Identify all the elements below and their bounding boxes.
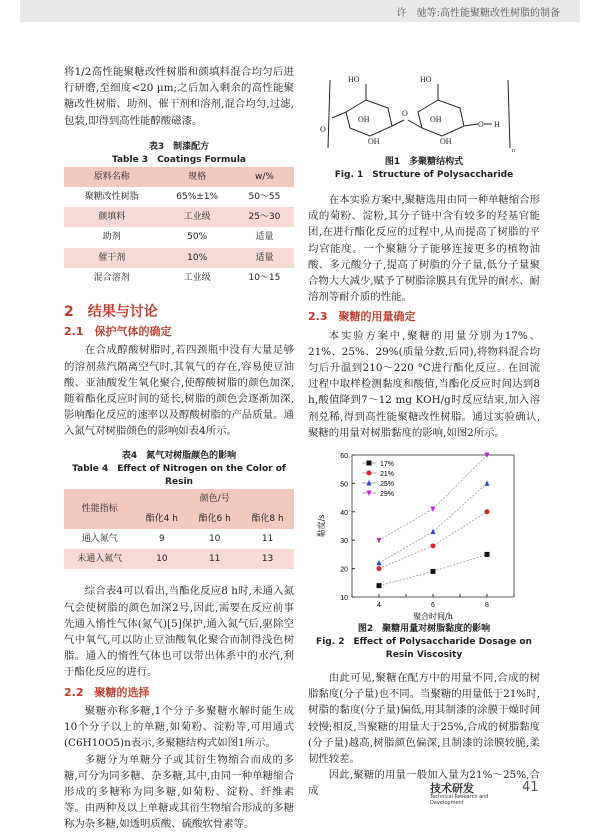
label-oh: OH (368, 137, 380, 146)
section-2-2-paragraph-b: 多糖分为单糖分子或其衍生物缩合而成的多糖,可分为同多糖、杂多糖,其中,由同一种单糖缩合形成的多糖称为同多糖,如菊粉、淀粉、纤维素等。由两种及以上单糖或其衍生物缩合形成的多糖称为杂多糖,如透明质酸、硫酸软骨素等。 (64, 753, 294, 831)
table3-cell: 25～30 (248, 212, 281, 223)
table4-caption-en: Table 4 Effect of Nitrogen on the Color of Resin (72, 463, 286, 487)
y-axis-label: 黏度/s (317, 514, 326, 538)
table3-cell: 适量 (255, 252, 274, 263)
table4 (64, 489, 294, 570)
y-tick-label: 20 (340, 566, 348, 574)
data-point (485, 480, 490, 486)
table3-cell: 助剂 (102, 232, 121, 243)
data-point (377, 583, 382, 588)
fig2-caption: 图2 聚糖用量对树脂黏度的影响 (357, 624, 491, 635)
legend-label: 17% (380, 461, 395, 469)
section-2-1-paragraph: 在合成醇酸树脂时,若四颈瓶中没有大量足够的溶剂蒸汽隔离空气时,其氧气的存在,容易使豆油酸、亚油酸发生氧化聚合,使醇酸树脂的颜色加深,随着酯化反应时间的延长,树脂的颜色会逐渐加深,影响酯化反应的速率以及醇酸树脂的产品质量。通入氮气对树脂颜色的影响如表4所示。 (64, 344, 294, 438)
section-2-1-paragraph-b: 综合表4可以看出,当酯化反应8 h时,未通入氮气会使树脂的颜色加深2号,因此,需要在反应前事先通入惰性气体(氮气)[5]保护,通入氮气后,驱除空气中氧气,可以防止豆油酸氧化聚合而制得浅色树脂。通入的惰性气体也可以带出体系中的水汽,利于酯化反应的进行。 (64, 585, 294, 679)
label-h: H (494, 120, 500, 129)
table3-header: 规格 (188, 171, 207, 182)
section-2-2-heading: 2.2 聚糖的选择 (64, 685, 150, 699)
section-2-3-heading: 2.3 聚糖的用量确定 (308, 310, 416, 324)
fig1-caption-en: Fig. 1 Structure of Polysaccharide (334, 170, 514, 180)
table4-sub-header: 酯化8 h (251, 513, 284, 524)
x-axis-label: 聚合时间/h (413, 612, 453, 622)
table3 (64, 167, 294, 288)
table3-cell: 50% (187, 232, 208, 243)
journal-brand-en: Technical Research and Development (430, 794, 489, 806)
table4-cell: 通入氮气 (81, 534, 118, 545)
table3-cell: 10～15 (248, 272, 281, 283)
section-2-2-paragraph: 聚糖亦称多糖,1个分子多聚糖水解时能生成10个分子以上的单糖,如菊粉、淀粉等,可用通式(C6H10O5)n表示,多聚糖结构式如图1所示。 (64, 704, 294, 750)
running-title: 许 驰等:高性能聚糖改性树脂的制备 (396, 8, 560, 19)
right-paragraph-2: 本实验方案中,聚糖的用量分别为17%、21%、25%、29%(质量分数,后同),将物料混合均匀后升温到210～220 °C进行酯化反应。在回流过程中取样检测黏度和酸值,当酯化反应时间达到8 h,酸值降到7～12 mg KOH/g时反应结束,加入溶剂兑稀,得到高性能聚糖改性树脂。通过实验确认,聚糖的用量对树脂黏度的影响,如图2所示。 (308, 329, 540, 439)
legend-label: 29% (380, 491, 395, 499)
y-tick-label: 10 (340, 595, 348, 603)
fig2-caption-en: Fig. 2 Effect of Polysaccharide Dosage on Resin Viscosity (316, 637, 532, 661)
label-o: O (402, 109, 408, 118)
table4-cell: 未通入氮气 (77, 554, 123, 565)
table4-col-label: 性能指标 (81, 503, 118, 514)
table3-cell: 适量 (255, 232, 274, 243)
table4-cell: 10 (156, 554, 168, 565)
data-point (485, 552, 490, 557)
table3-header: 原料名称 (93, 171, 130, 182)
polysaccharide-structure-figure (308, 64, 540, 156)
data-point (485, 509, 490, 514)
table3-cell: 聚糖改性树脂 (84, 192, 139, 203)
data-point (367, 471, 372, 476)
label-ho: HO (348, 75, 360, 84)
right-paragraph-1: 在本实验方案中,聚糖选用由同一种单糖缩合形成的菊粉、淀粉,其分子链中含有较多的羟基官能团,在进行酯化反应的过程中,从而提高了树脂的平均官能度。一个聚糖分子能够连接更多的植物油酸、多元酸分子,提高了树脂的分子量,低分子量聚合物大大减少,赋予了树脂涂膜具有优异的耐水、耐溶剂等耐介质的性能。 (308, 194, 540, 304)
y-tick-label: 50 (340, 481, 348, 489)
data-point (431, 507, 436, 513)
intro-paragraph: 将1/2高性能聚糖改性树脂和颜填料混合均匀后进行研磨,至细度<20 μm;之后加入剩余的高性能聚糖改性树脂、助剂、催干剂和溶剂,混合均匀,过滤,包装,即得到高性能醇酸磁漆。 (64, 66, 294, 127)
x-tick-label: 8 (485, 602, 489, 610)
page-number: 41 (522, 780, 539, 795)
label-ho: HO (420, 75, 432, 84)
right-column (308, 64, 540, 800)
table4-sub-header: 酯化4 h (145, 513, 178, 524)
section-2-1-heading: 2.1 保护气体的确定 (64, 325, 172, 339)
data-point (377, 560, 382, 566)
label-oh: OH (440, 137, 452, 146)
table3-cell: 催干剂 (98, 252, 126, 263)
label-o: O (320, 125, 326, 134)
series-line (379, 512, 487, 569)
data-point (377, 566, 382, 571)
fig1-caption: 图1 多聚糖结构式 (384, 157, 464, 167)
table4-cell: 11 (208, 554, 221, 565)
table3-cell: 10% (187, 252, 208, 263)
table3-caption-en: Table 3 Coatings Formula (111, 154, 247, 165)
table3-header: w/% (254, 171, 274, 182)
table3-cell: 50～55 (248, 192, 281, 203)
legend-label: 21% (380, 471, 395, 479)
table4-cell: 13 (261, 554, 274, 565)
table4-cell: 9 (158, 534, 165, 545)
table4-group-header: 颜色/号 (199, 493, 230, 504)
page-footer (0, 778, 600, 808)
legend-label: 25% (380, 481, 395, 489)
y-tick-label: 40 (340, 509, 348, 517)
table3-cell: 工业级 (183, 212, 211, 223)
y-tick-label: 60 (340, 453, 348, 461)
table4-caption: 表4 氮气对树脂颜色的影响 (121, 450, 237, 461)
label-oh: OH (430, 115, 442, 124)
right-paragraph-4: 因此,聚糖的用量一般加入量为21%～25%,合成 (308, 769, 540, 798)
table3-cell: 工业级 (183, 272, 211, 283)
right-paragraph-3: 由此可见,聚糖在配方中的用量不同,合成的树脂黏度(分子量)也不同。当聚糖的用量低于21%时,树脂的黏度(分子量)偏低,用其制漆的涂膜干燥时间较慢;相反,当聚糖的用量大于25%,合成的树脂黏度(分子量)越高,树脂颜色偏深,且制漆的涂膜较脆,柔韧性较差。 (308, 672, 540, 766)
data-point (367, 461, 372, 466)
series-line (379, 483, 487, 563)
table3-caption: 表3 制漆配方 (148, 141, 210, 152)
plot-frame (352, 455, 514, 597)
table3-cell: 混合溶剂 (93, 272, 130, 283)
running-header (0, 0, 600, 32)
y-tick-label: 30 (340, 538, 348, 546)
x-tick-label: 6 (431, 602, 435, 610)
table4-cell: 11 (261, 534, 274, 545)
data-point (431, 529, 436, 535)
label-oh: OH (358, 115, 370, 124)
table3-cell: 65%±1% (176, 192, 219, 203)
data-point (377, 538, 382, 544)
data-point (431, 569, 436, 574)
data-point (431, 543, 436, 548)
section-2-heading: 2 结果与讨论 (64, 304, 158, 321)
x-tick-label: 4 (377, 602, 381, 610)
label-o: O (478, 120, 484, 129)
left-column (64, 64, 294, 833)
journal-brand: 技术研发 (430, 782, 474, 795)
table3-cell: 颜填料 (98, 212, 126, 223)
label-n: n (512, 148, 515, 154)
table4-cell: 10 (208, 534, 221, 545)
viscosity-chart (308, 447, 540, 623)
table4-sub-header: 酯化6 h (198, 513, 231, 524)
